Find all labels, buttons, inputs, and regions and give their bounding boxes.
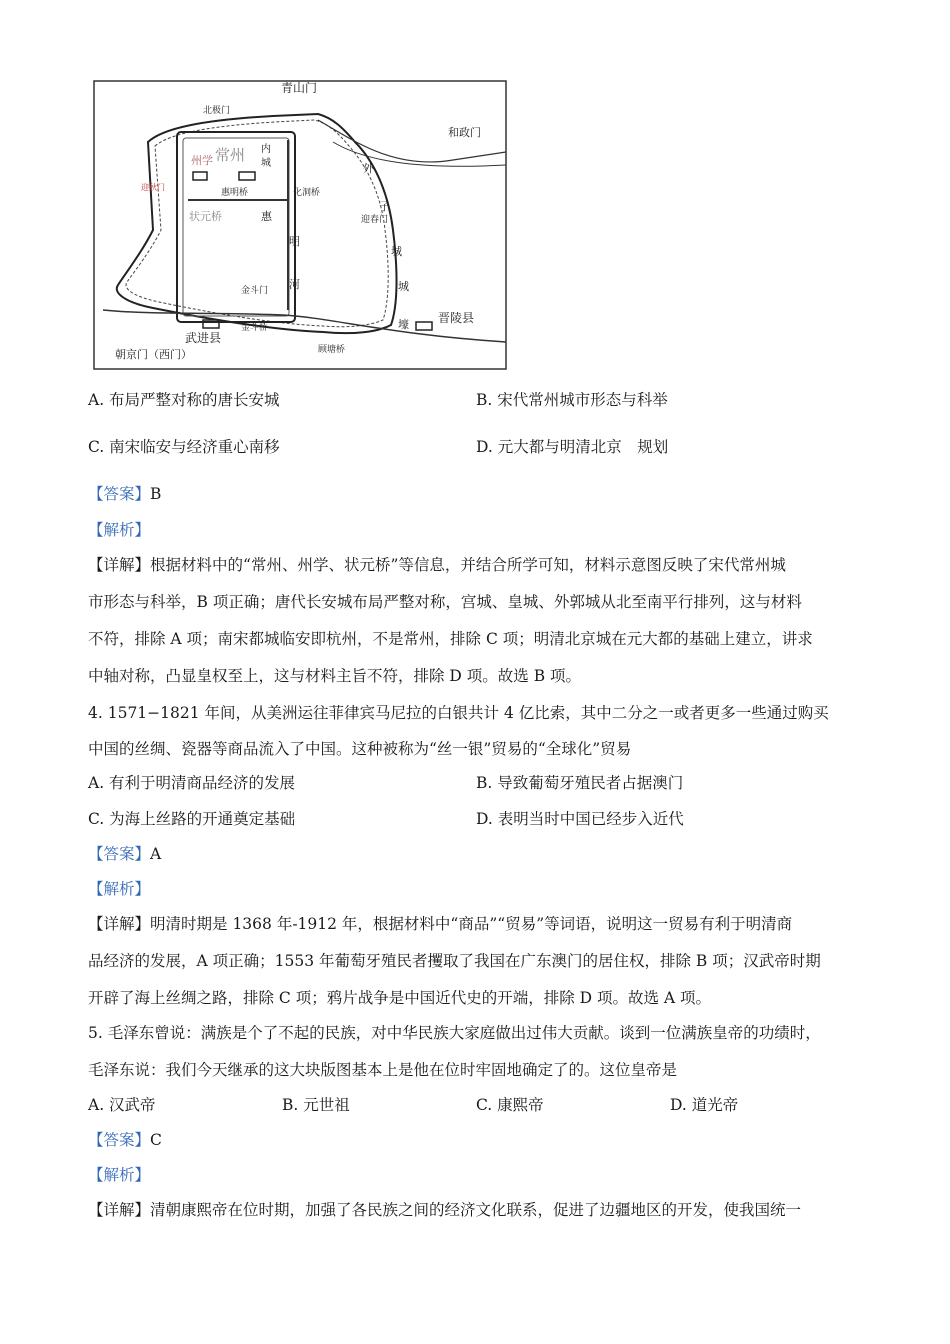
q5-answer <box>88 1129 162 1151</box>
label-yingchunmen: 迎春门 <box>361 215 389 225</box>
answer-value: A <box>150 845 162 863</box>
label-hao: 壕 <box>398 318 409 331</box>
q5-option-b: B. 元世祖 <box>282 1096 350 1114</box>
answer-tag: 【答案】 <box>88 845 151 863</box>
q3-option-c: C. 南宋临安与经济重心南移 <box>88 438 280 456</box>
label-hui: 惠 <box>261 210 272 223</box>
q3-option-a: A. 布局严整对称的唐长安城 <box>88 391 280 409</box>
q4-stem-line-2: 中国的丝绸、瓷器等商品流入了中国。这种被称为“丝一银”贸易的“全球化”贸易 <box>88 740 632 758</box>
label-redmark: 迎秋门 <box>141 183 165 192</box>
changzhou-city-map <box>93 80 507 370</box>
label-zhuangyuanqiao: 状元桥 <box>189 210 222 223</box>
q4-detail-line-1 <box>88 913 792 935</box>
q5-option-d: D. 道光帝 <box>670 1096 739 1114</box>
q5-option-a: A. 汉武帝 <box>88 1096 156 1114</box>
label-huimingqiao: 惠明桥 <box>221 188 249 198</box>
q3-detail-line-3: 不符，排除 A 项；南宋都城临安即杭州，不是常州，排除 C 项；明清北京城在元大都的基础上建立，讲求 <box>88 630 813 648</box>
q3-option-b: B. 宋代常州城市形态与科举 <box>476 391 668 409</box>
label-ming: 明 <box>289 235 300 248</box>
q3-analysis-tag: 【解析】 <box>88 521 151 539</box>
detail-tag: 【详解】 <box>88 556 151 574</box>
label-wai: 外 <box>363 162 374 175</box>
detail-text: 清朝康熙帝在位时期，加强了各民族之间的经济文化联系，促进了边疆地区的开发，使我国统一 <box>150 1201 802 1219</box>
q5-stem-line-2: 毛泽东说：我们今天继承的这大块版图基本上是他在位时牢固地确定了的。这位皇帝是 <box>88 1061 678 1079</box>
detail-tag: 【详解】 <box>88 1201 151 1219</box>
label-gutangqiao: 顾塘桥 <box>318 345 346 355</box>
answer-tag: 【答案】 <box>88 485 151 503</box>
q4-analysis-tag: 【解析】 <box>88 880 151 898</box>
label-chaojingmen: 朝京门（西门） <box>115 348 192 361</box>
label-chengwai: 城 <box>398 280 409 293</box>
q4-detail-line-2: 品经济的发展，A 项正确；1553 年葡萄牙殖民者攫取了我国在广东澳门的居住权，排除 B 项；汉武帝时期 <box>88 952 821 970</box>
label-beiguomen: 北极门 <box>203 106 231 116</box>
q3-detail-line-1 <box>88 554 786 576</box>
label-jindoumen: 金斗门 <box>241 286 269 296</box>
label-jindouqiao: 金斗桥 <box>241 323 269 333</box>
answer-value: C <box>150 1131 162 1149</box>
label-cheng: 城 <box>261 158 271 169</box>
q5-stem-line-1: 5. 毛泽东曾说：满族是个了不起的民族，对中华民族大家庭做出过伟大贡献。谈到一位满族皇帝的功绩时， <box>88 1024 821 1042</box>
q4-stem-line-1: 4. 1571−1821 年间，从美洲运往菲律宾马尼拉的白银共计 4 亿比索，其中二分之一或者更多一些通过购买 <box>88 704 829 722</box>
q4-option-a: A. 有利于明清商品经济的发展 <box>88 774 296 792</box>
detail-text: 根据材料中的“常州、州学、状元桥”等信息，并结合所学可知，材料示意图反映了宋代常州城 <box>150 556 786 574</box>
q4-option-d: D. 表明当时中国已经步入近代 <box>476 810 684 828</box>
label-cheng2: 城 <box>391 245 402 258</box>
q3-answer <box>88 483 161 505</box>
q3-detail-line-2: 市形态与科举，B 项正确；唐代长安城布局严整对称，宫城、皇城、外郭城从北至南平行排列，这与材料 <box>88 593 802 611</box>
q5-option-c: C. 康熙帝 <box>476 1096 544 1114</box>
label-nei: 内 <box>261 144 271 155</box>
q4-option-b: B. 导致葡萄牙殖民者占据澳门 <box>476 774 684 792</box>
q3-option-d: D. 元大都与明清北京 规划 <box>476 438 669 456</box>
q4-option-c: C. 为海上丝路的开通奠定基础 <box>88 810 296 828</box>
answer-value: B <box>150 485 162 503</box>
label-hezhengmen: 和政门 <box>448 126 481 139</box>
label-zhouxue: 州学 <box>191 154 213 167</box>
label-qingshanmen: 青山门 <box>281 81 318 95</box>
label-he: 河 <box>289 278 300 291</box>
detail-text: 明清时期是 1368 年-1912 年，根据材料中“商品”“贸易”等词语，说明这一贸易有利于明清商 <box>150 915 793 933</box>
q5-analysis-tag: 【解析】 <box>88 1166 151 1184</box>
label-wujinxian: 武进县 <box>185 331 222 345</box>
detail-tag: 【详解】 <box>88 915 151 933</box>
q4-answer <box>88 843 161 865</box>
label-huadouqiao: 化洞桥 <box>293 188 321 198</box>
label-changzhou: 常州 <box>215 146 246 164</box>
q5-detail-line-1 <box>88 1199 801 1221</box>
q4-detail-line-3: 开辟了海上丝绸之路，排除 C 项；鸦片战争是中国近代史的开端，排除 D 项。故选 A 项。 <box>88 989 712 1007</box>
label-jinlingxian: 晋陵县 <box>438 311 475 325</box>
label-zi: 子 <box>379 200 390 213</box>
q3-detail-line-4: 中轴对称，凸显皇权至上，这与材料主旨不符，排除 D 项。故选 B 项。 <box>88 667 582 685</box>
answer-tag: 【答案】 <box>88 1131 151 1149</box>
